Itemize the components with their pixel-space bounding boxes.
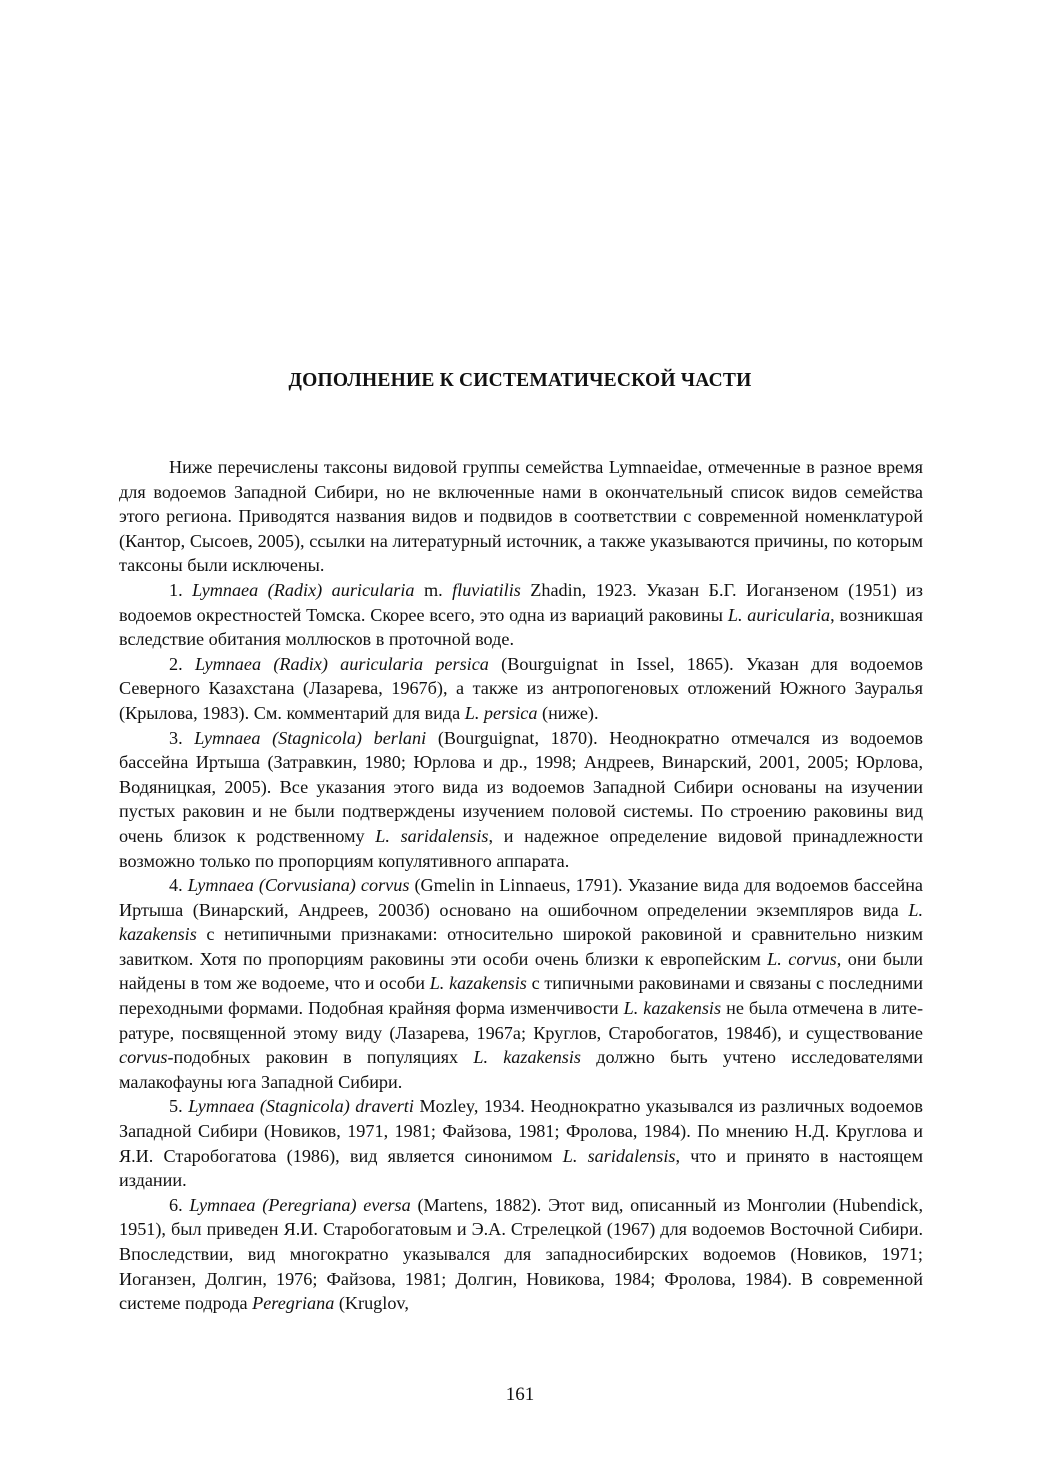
entry-number: 2. (169, 653, 183, 674)
entry-text: (Bourguignat, 1870). Неоднократно отмечался из водоемов бассейна Иртыша (Затравкин, 1980; Юрлова и др., 1998; Андреев, Винарский, 2001, 2005; Юрлова, Водяницкая, 2005). Все указания этого вида из водоемов Западной Сибири основаны на изучении пустых раковин и не были подтверждены изучением половой системы. По строению раковины вид очень близок к родственному (119, 727, 923, 846)
entry-text: , возникшая вследствие обитания моллюсков в проточной воде. (119, 604, 923, 650)
entry-number: 3. (169, 727, 183, 748)
taxon-name: Lymnaea (Peregriana) eversa (189, 1194, 411, 1215)
entry-text: (Bourguignat in Issel, 1865). Указан для водоемов Северного Казахстана (Лазарева, 1967б), а также из антропогеновых отложений Южного Зауралья (Крылова, 1983). См. комментарий для вида (119, 653, 924, 723)
taxon-italic: L. kazakensis (429, 973, 527, 994)
entry-text: с нетипичными признаками: относительно широкой раковиной и сравнительно низким завитком. Хотя по пропорциям раковины эти особи очень близки к европейским (119, 924, 923, 969)
taxon-italic: fluviatilis (452, 579, 521, 600)
taxon-name: Lymnaea (Stagnicola) draverti (188, 1096, 414, 1117)
entry-paragraph (119, 873, 923, 1094)
entry-text: с типичными раковинами и связаны с последними переходными формами. Подобная крайняя форма изменчивости (119, 973, 923, 1019)
taxon-name: Lymnaea (Stagnicola) berlani (194, 727, 427, 748)
taxon-italic: corvus (119, 1047, 168, 1068)
taxon-italic: L. kazakensis (119, 899, 923, 945)
entry-paragraph (119, 726, 923, 874)
taxon-italic: L. persica (464, 702, 538, 723)
entry-text: (Gmelin in Linnaeus, 1791). Указание вида для водоемов бассейна Иртыша (Винарский, Андреев, 2003б) основано на ошибочном определении экземпляров вида (119, 875, 923, 920)
text-body (119, 455, 923, 1316)
entry-text: должно быть учтено исследователями малакофауны юга Западной Сибири. (119, 1047, 923, 1092)
entry-number: 5. (169, 1096, 183, 1117)
taxon-italic: L. kazakensis (473, 1047, 582, 1068)
entry-number: 6. (169, 1194, 183, 1215)
taxon-name: Lymnaea (Radix) auricularia (192, 579, 415, 600)
entry-number: 1. (169, 579, 183, 600)
entry-number: 4. (169, 875, 183, 896)
entry-text: (ниже). (537, 702, 599, 723)
entry-text: (Kruglov, (334, 1293, 409, 1314)
taxon-italic: L. auricularia (727, 604, 831, 625)
entry-text: , что и принято в настоящем издании. (119, 1145, 923, 1191)
entry-text: -подобных раковин в популяциях (167, 1047, 474, 1068)
entry-paragraph (119, 652, 923, 726)
taxon-italic: L. saridalensis (375, 825, 489, 846)
entry-text: , они были найдены в том же водоеме, что и особи (119, 948, 924, 994)
taxon-italic: L. kazakensis (623, 998, 722, 1019)
entry-paragraph (119, 1193, 923, 1316)
taxon-name: Lymnaea (Radix) auricularia persica (194, 653, 489, 674)
entry-text: (Martens, 1882). Этот вид, описанный из Монголии (Hubendick, 1951), был приведен Я.И. Старобогатовым и Э.А. Стрелецкой (1967) для водоемов Восточной Сибири. Впоследствии, вид многократно указывался для западносибирских водоемов (Новиков, 1971; Иоганзен, Долгин, 1976; Файзова, 1981; Долгин, Новикова, 1984; Фролова, 1984). В современной системе подрода (119, 1194, 923, 1314)
intro-paragraph: Ниже перечислены таксоны видовой группы семейства Lymnaeidae, отмеченные в разное время для водоемов Западной Сибири, но не включенные нами в окончательный список видов семейства этого региона. Приводятся названия видов и подвидов в соответствии с современной номенклатурой (Кантор, Сысоев, 2005), ссылки на литературный источник, а также указываются причины, по которым таксоны были исключены. (119, 457, 923, 576)
entry-text: не была отмечена в литературе, посвященной этому виду (Лазарева, 1967а; Круглов, Старобогатов, 1984б), и существование (119, 998, 923, 1043)
entry-paragraph (119, 578, 923, 652)
page-number: 161 (505, 1384, 535, 1405)
taxon-italic: L. corvus (767, 948, 837, 969)
taxon-name: Lymnaea (Corvusiana) corvus (187, 875, 410, 896)
entry-text: Mozley, 1934. Неоднократно указывался из различных водоемов Западной Сибири (Новиков, 1971, 1981; Файзова, 1981; Фролова, 1984). По мнению Н.Д. Круглова и Я.И. Старобогатова (1986), вид является синонимом (119, 1096, 924, 1166)
section-title: ДОПОЛНЕНИЕ К СИСТЕМАТИЧЕСКОЙ ЧАСТИ (288, 370, 752, 391)
taxon-italic: L. saridalensis (562, 1145, 676, 1166)
entry-text: , и надежное определение видовой принадлежности возможно только по пропорциям копулятивного аппарата. (119, 825, 923, 871)
taxon-italic: Peregriana (252, 1293, 335, 1314)
entry-paragraph (119, 1094, 923, 1192)
entry-text: m. (414, 579, 453, 600)
entry-text: Zhadin, 1923. Указан Б.Г. Иоганзеном (1951) из водоемов окрестностей Томска. Скорее всего, это одна из вариаций раковины (119, 579, 923, 625)
